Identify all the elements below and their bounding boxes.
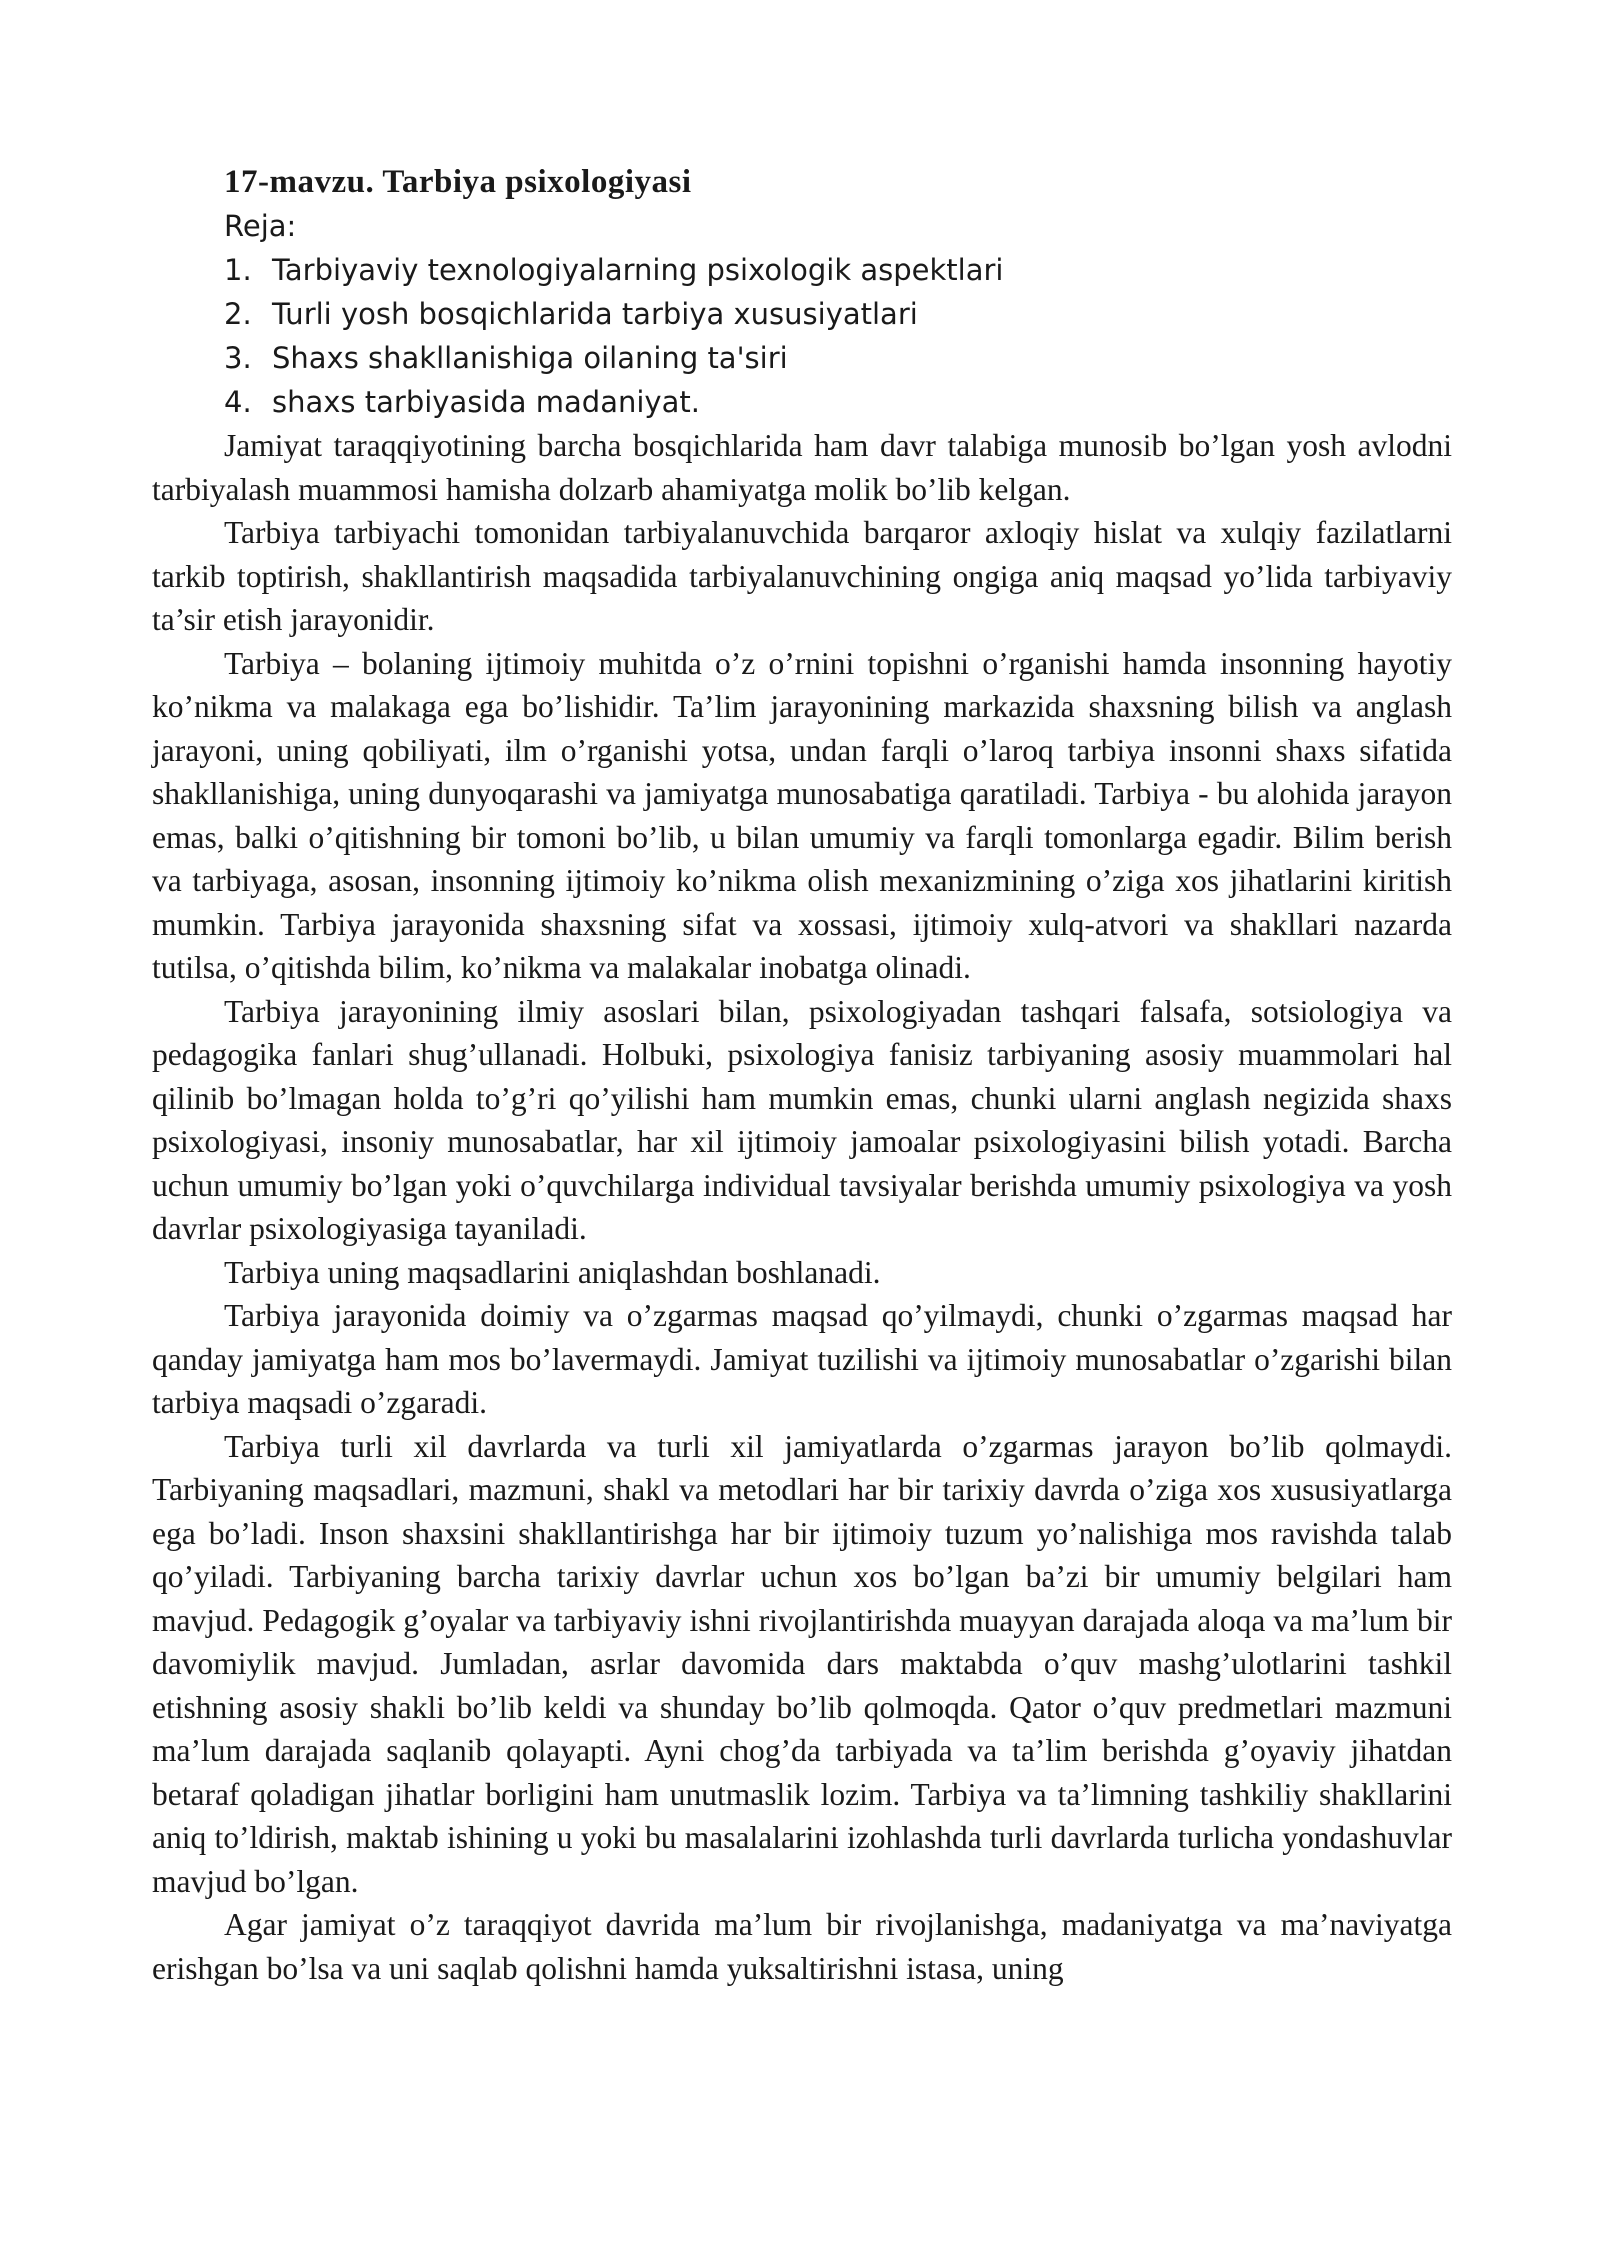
plan-item-text: Turli yosh bosqichlarida tarbiya xususiyatlari <box>272 297 918 331</box>
plan-label: Reja: <box>224 209 297 243</box>
plan-item-number: 4. <box>224 385 252 419</box>
plan-item-number: 3. <box>224 341 252 375</box>
body-paragraph: Agar jamiyat o’z taraqqiyot davrida ma’lum bir rivojlanishga, madaniyatga va ma’naviyatga erishgan bo’lsa va uni saqlab qolishni hamda yuksaltirishni istasa, uning <box>152 1907 1452 1986</box>
plan-item-text: Shaxs shakllanishiga oilaning ta'siri <box>272 341 788 375</box>
plan-item <box>224 248 1452 292</box>
body-paragraph: Tarbiya turli xil davrlarda va turli xil jamiyatlarda o’zgarmas jarayon bo’lib qolmaydi. Tarbiyaning maqsadlari, mazmuni, shakl va metodlari har bir tarixiy davrda o’ziga xos xususiyatlarga ega bo’ladi. Inson shaxsini shakllantirishga har bir ijtimoiy tuzum yo’nalishiga mos ravishda talab qo’yiladi. Tarbiyaning barcha tarixiy davrlar uchun xos bo’lgan ba’zi bir umumiy belgilari ham mavjud. Pedagogik g’oyalar va tarbiyaviy ishni rivojlantirishda muayyan darajada aloqa va ma’lum bir davomiylik mavjud. Jumladan, asrlar davomida dars maktabda o’quv mashg’ulotlarini tashkil etishning asosiy shakli bo’lib keldi va shunday bo’lib qolmoqda. Qator o’quv predmetlari mazmuni ma’lum darajada saqlanib qolayapti. Ayni chog’da tarbiyada va ta’lim berishda g’oyaviy jihatdan betaraf qoladigan jihatlar borligini ham unutmaslik lozim. Tarbiya va ta’limning tashkiliy shakllarini aniq to’ldirish, maktab ishining u yoki bu masalalarini izohlashda turli davrlarda turlicha yondashuvlar mavjud bo’lgan. <box>152 1428 1452 1899</box>
plan-item-number: 1. <box>224 253 252 287</box>
plan-item <box>224 292 1452 336</box>
plan-item-text: shaxs tarbiyasida madaniyat. <box>272 385 700 419</box>
plan-list <box>152 248 1452 424</box>
plan-item <box>224 336 1452 380</box>
body-paragraph: Tarbiya jarayonida doimiy va o’zgarmas maqsad qo’yilmaydi, chunki o’zgarmas maqsad har qanday jamiyatga ham mos bo’lavermaydi. Jamiyat tuzilishi va ijtimoiy munosabatlar o’zgarishi bilan tarbiya maqsadi o’zgaradi. <box>152 1298 1452 1420</box>
plan-item <box>224 380 1452 424</box>
body-paragraph: Tarbiya uning maqsadlarini aniqlashdan boshlanadi. <box>224 1254 881 1290</box>
page-title: 17-mavzu. Tarbiya psixologiyasi <box>224 164 692 200</box>
body-paragraph: Jamiyat taraqqiyotining barcha bosqichlarida ham davr talabiga munosib bo’lgan yosh avlodni tarbiyalash muammosi hamisha dolzarb ahamiyatga molik bo’lib kelgan. <box>152 428 1452 507</box>
plan-item-number: 2. <box>224 297 252 331</box>
plan-item-text: Tarbiyaviy texnologiyalarning psixologik aspektlari <box>272 253 1004 287</box>
body-paragraph: Tarbiya jarayonining ilmiy asoslari bilan, psixologiyadan tashqari falsafa, sotsiologiya va pedagogika fanlari shug’ullanadi. Holbuki, psixologiya fanisiz tarbiyaning asosiy muammolari hal qilinib bo’lmagan holda to’g’ri qo’yilishi ham mumkin emas, chunki ularni anglash negizida shaxs psixologiyasi, insoniy munosabatlar, har xil ijtimoiy jamoalar psixologiyasini bilish yotadi. Barcha uchun umumiy bo’lgan yoki o’quvchilarga individual tavsiyalar berishda umumiy psixologiya va yosh davrlar psixologiyasiga tayaniladi. <box>152 993 1452 1246</box>
document-page <box>152 160 1452 1990</box>
body-paragraph: Tarbiya tarbiyachi tomonidan tarbiyalanuvchida barqaror axloqiy hislat va xulqiy fazilatlarni tarkib toptirish, shakllantirish maqsadida tarbiyalanuvchining ongiga aniq maqsad yo’lida tarbiyaviy ta’sir etish jarayonidir. <box>152 515 1452 637</box>
body-paragraph: Tarbiya – bolaning ijtimoiy muhitda o’z o’rnini topishni o’rganishi hamda insonning hayotiy ko’nikma va malakaga ega bo’lishidir. Ta’lim jarayonining markazida shaxsning bilish va anglash jarayoni, uning qobiliyati, ilm o’rganishi yotsa, undan farqli o’laroq tarbiya insonni shaxs sifatida shakllanishiga, uning dunyoqarashi va jamiyatga munosabatiga qaratiladi. Tarbiya - bu alohida jarayon emas, balki o’qitishning bir tomoni bo’lib, u bilan umumiy va farqli tomonlarga egadir. Bilim berish va tarbiyaga, asosan, insonning ijtimoiy ko’nikma olish mexanizmining o’ziga xos jihatlarini kiritish mumkin. Tarbiya jarayonida shaxsning sifat va xossasi, ijtimoiy xulq-atvori va shakllari nazarda tutilsa, o’qitishda bilim, ko’nikma va malakalar inobatga olinadi. <box>152 645 1452 985</box>
